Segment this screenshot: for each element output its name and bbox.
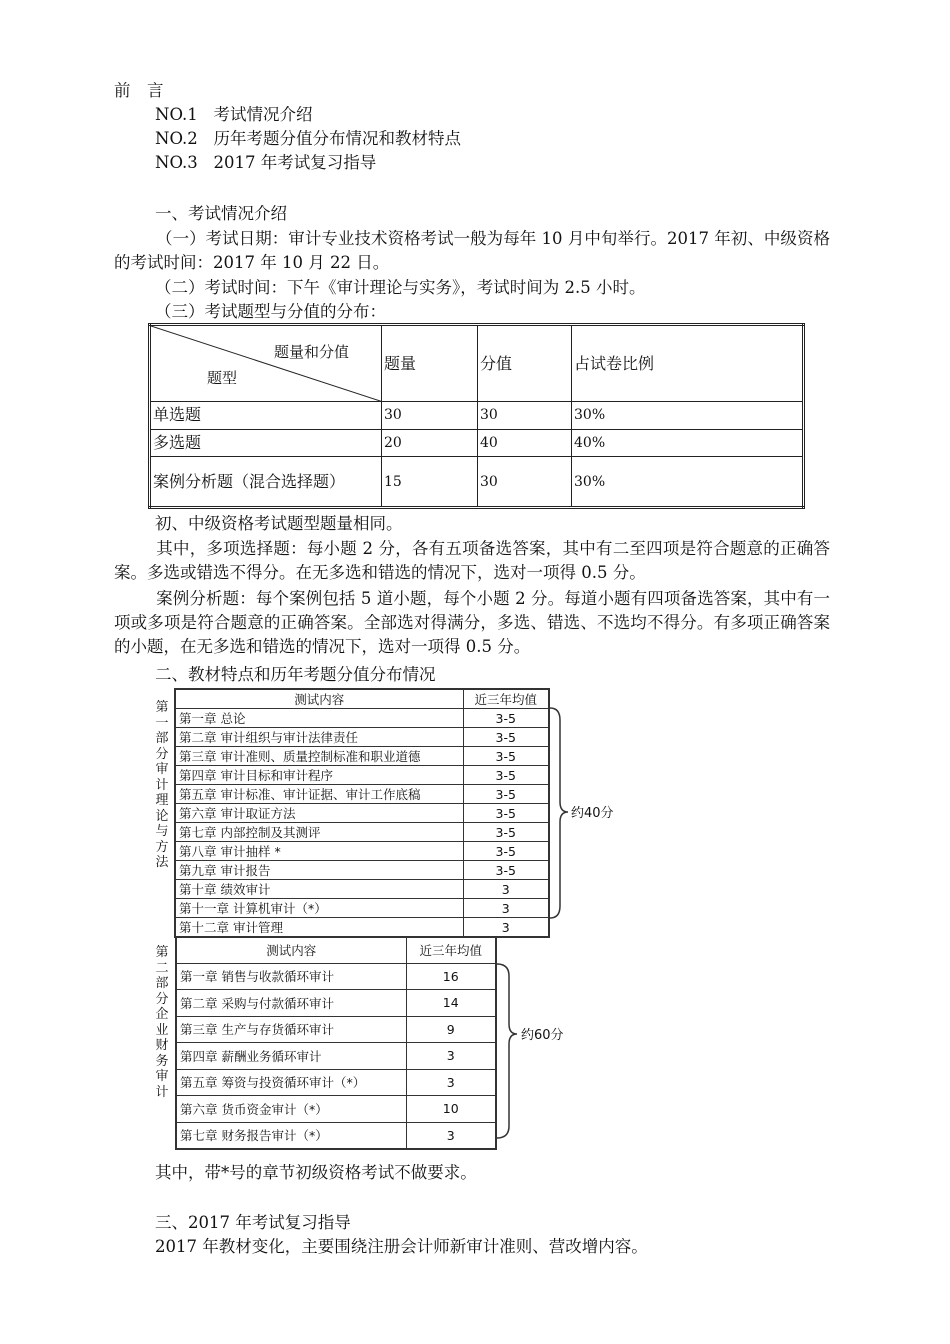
score-cell: 30 xyxy=(478,457,572,508)
toc-item-text: 2017 年考试复习指导 xyxy=(213,153,377,172)
diagonal-header-cell xyxy=(150,325,382,402)
value-cell: 3-5 xyxy=(463,728,549,747)
section3-paragraph: 2017 年教材变化，主要围绕注册会计师新审计准则、营改增内容。 xyxy=(155,1237,648,1256)
chapter-cell: 第三章 生产与存货循环审计 xyxy=(176,1016,406,1043)
chapter-cell: 第九章 审计报告 xyxy=(175,861,463,880)
value-cell: 3-5 xyxy=(463,747,549,766)
chapter-cell: 第七章 内部控制及其测评 xyxy=(175,823,463,842)
type-cell: 案例分析题（混合选择题） xyxy=(150,457,382,508)
toc-item-1 xyxy=(155,104,313,126)
header-score: 分值 xyxy=(478,325,572,402)
table-row xyxy=(150,457,804,508)
table-row xyxy=(176,1096,496,1123)
part1-total: 约40分 xyxy=(571,806,614,821)
exam-time-paragraph: （二）考试时间：下午《审计理论与实务》，考试时间为 2.5 小时。 xyxy=(155,278,646,297)
diagonal-bottom-label: 题型 xyxy=(207,369,238,388)
table-row xyxy=(176,1043,496,1070)
header-count: 题量 xyxy=(382,325,478,402)
value-cell: 3 xyxy=(463,880,549,899)
type-cell: 单选题 xyxy=(150,402,382,429)
part1-brace xyxy=(548,706,570,921)
chapter-cell: 第二章 采购与付款循环审计 xyxy=(176,990,406,1017)
count-cell: 30 xyxy=(382,402,478,429)
section1-heading: 一、考试情况介绍 xyxy=(155,204,287,223)
part2-header-row xyxy=(176,937,496,963)
multi-choice-paragraph: 其中，多项选择题：每小题 2 分，各有五项备选答案，其中有二至四项是符合题意的正确答案。多选或错选不得分。在无多选和错选的情况下，选对一项得 0.5 分。 xyxy=(114,539,830,582)
case-analysis-paragraph: 案例分析题：每个案例包括 5 道小题，每个小题 2 分。每道小题有四项备选答案，其中有一项或多项是符合题意的正确答案。全部选对得满分，多选、错选、不选均不得分。有多项正确答案的小题，在无多选和错选的情况下，选对一项得 0.5 分。 xyxy=(114,589,830,656)
table-row xyxy=(175,823,549,842)
value-cell: 9 xyxy=(406,1016,496,1043)
value-cell: 3-5 xyxy=(463,861,549,880)
chapter-cell: 第六章 审计取证方法 xyxy=(175,804,463,823)
toc-item-text: 考试情况介绍 xyxy=(213,105,313,124)
chapter-cell: 第五章 审计标准、审计证据、审计工作底稿 xyxy=(175,785,463,804)
value-cell: 3 xyxy=(406,1069,496,1096)
chapter-cell: 第六章 货币资金审计（*） xyxy=(176,1096,406,1123)
count-cell: 20 xyxy=(382,429,478,456)
value-cell: 3 xyxy=(463,918,549,938)
toc-item-3 xyxy=(155,152,376,174)
part1-label: 第一部分审计理论与方法 xyxy=(155,700,169,870)
chapter-cell: 第四章 薪酬业务循环审计 xyxy=(176,1043,406,1070)
table-row xyxy=(175,918,549,938)
table-row xyxy=(176,990,496,1017)
table-row xyxy=(175,747,549,766)
chapter-cell: 第七章 财务报告审计（*） xyxy=(176,1122,406,1149)
header-content: 测试内容 xyxy=(175,689,463,709)
value-cell: 3-5 xyxy=(463,842,549,861)
star-note: 其中，带*号的章节初级资格考试不做要求。 xyxy=(155,1163,477,1182)
chapter-cell: 第五章 筹资与投资循环审计（*） xyxy=(176,1069,406,1096)
value-cell: 3-5 xyxy=(463,804,549,823)
header-ratio: 占试卷比例 xyxy=(572,325,804,402)
score-distribution-table xyxy=(148,323,805,509)
value-cell: 3-5 xyxy=(463,785,549,804)
part2-label: 第二部分企业财务审计 xyxy=(155,945,169,1100)
table-row xyxy=(175,728,549,747)
chapter-cell: 第一章 销售与收款循环审计 xyxy=(176,963,406,990)
part2-brace xyxy=(495,962,519,1142)
table-row xyxy=(175,766,549,785)
chapter-cell: 第二章 审计组织与审计法律责任 xyxy=(175,728,463,747)
table-row xyxy=(176,1069,496,1096)
chapter-cell: 第十二章 审计管理 xyxy=(175,918,463,938)
table-row xyxy=(150,402,804,429)
part2-table xyxy=(175,936,497,1150)
part2-total: 约60分 xyxy=(521,1028,564,1043)
header-content: 测试内容 xyxy=(176,937,406,963)
toc-item-number: NO.1 xyxy=(155,105,198,124)
chapter-cell: 第三章 审计准则、质量控制标准和职业道德 xyxy=(175,747,463,766)
toc-item-2 xyxy=(155,128,461,150)
table-header-row xyxy=(150,325,804,402)
toc-item-number: NO.3 xyxy=(155,153,198,172)
toc-item-number: NO.2 xyxy=(155,129,198,148)
diagonal-line xyxy=(151,326,381,401)
table-row xyxy=(175,709,549,728)
table-row xyxy=(175,842,549,861)
value-cell: 10 xyxy=(406,1096,496,1123)
value-cell: 3 xyxy=(406,1122,496,1149)
value-cell: 16 xyxy=(406,963,496,990)
table-row xyxy=(175,899,549,918)
diagonal-top-label: 题量和分值 xyxy=(273,343,349,361)
header-average: 近三年均值 xyxy=(406,937,496,963)
chapter-cell: 第十章 绩效审计 xyxy=(175,880,463,899)
header-average: 近三年均值 xyxy=(463,689,549,709)
chapter-cell: 第十一章 计算机审计（*） xyxy=(175,899,463,918)
toc-item-text: 历年考题分值分布情况和教材特点 xyxy=(213,129,461,148)
section3-heading: 三、2017 年考试复习指导 xyxy=(155,1213,351,1232)
value-cell: 3-5 xyxy=(463,709,549,728)
section2-heading: 二、教材特点和历年考题分值分布情况 xyxy=(155,665,436,684)
part1-header-row xyxy=(175,689,549,709)
table-row xyxy=(150,429,804,456)
chapter-cell: 第一章 总论 xyxy=(175,709,463,728)
ratio-cell: 30% xyxy=(572,457,804,508)
table-row xyxy=(175,861,549,880)
count-cell: 15 xyxy=(382,457,478,508)
table-row xyxy=(175,804,549,823)
ratio-cell: 40% xyxy=(572,429,804,456)
score-cell: 30 xyxy=(478,402,572,429)
distribution-title: （三）考试题型与分值的分布： xyxy=(155,302,386,321)
part1-table xyxy=(174,688,550,938)
table-row xyxy=(176,1122,496,1149)
score-cell: 40 xyxy=(478,429,572,456)
toc-title: 前 言 xyxy=(114,81,164,100)
exam-date-paragraph: （一）考试日期：审计专业技术资格考试一般为每年 10 月中旬举行。2017 年初、中级资格的考试时间：2017 年 10 月 22 日。 xyxy=(114,229,830,272)
value-cell: 3 xyxy=(406,1043,496,1070)
value-cell: 3-5 xyxy=(463,823,549,842)
chapter-cell: 第八章 审计抽样 * xyxy=(175,842,463,861)
chapter-cell: 第四章 审计目标和审计程序 xyxy=(175,766,463,785)
same-note: 初、中级资格考试题型题量相同。 xyxy=(155,514,403,533)
table-row xyxy=(176,1016,496,1043)
table-row xyxy=(175,785,549,804)
type-cell: 多选题 xyxy=(150,429,382,456)
table-row xyxy=(176,963,496,990)
value-cell: 3 xyxy=(463,899,549,918)
ratio-cell: 30% xyxy=(572,402,804,429)
table-row xyxy=(175,880,549,899)
value-cell: 14 xyxy=(406,990,496,1017)
value-cell: 3-5 xyxy=(463,766,549,785)
